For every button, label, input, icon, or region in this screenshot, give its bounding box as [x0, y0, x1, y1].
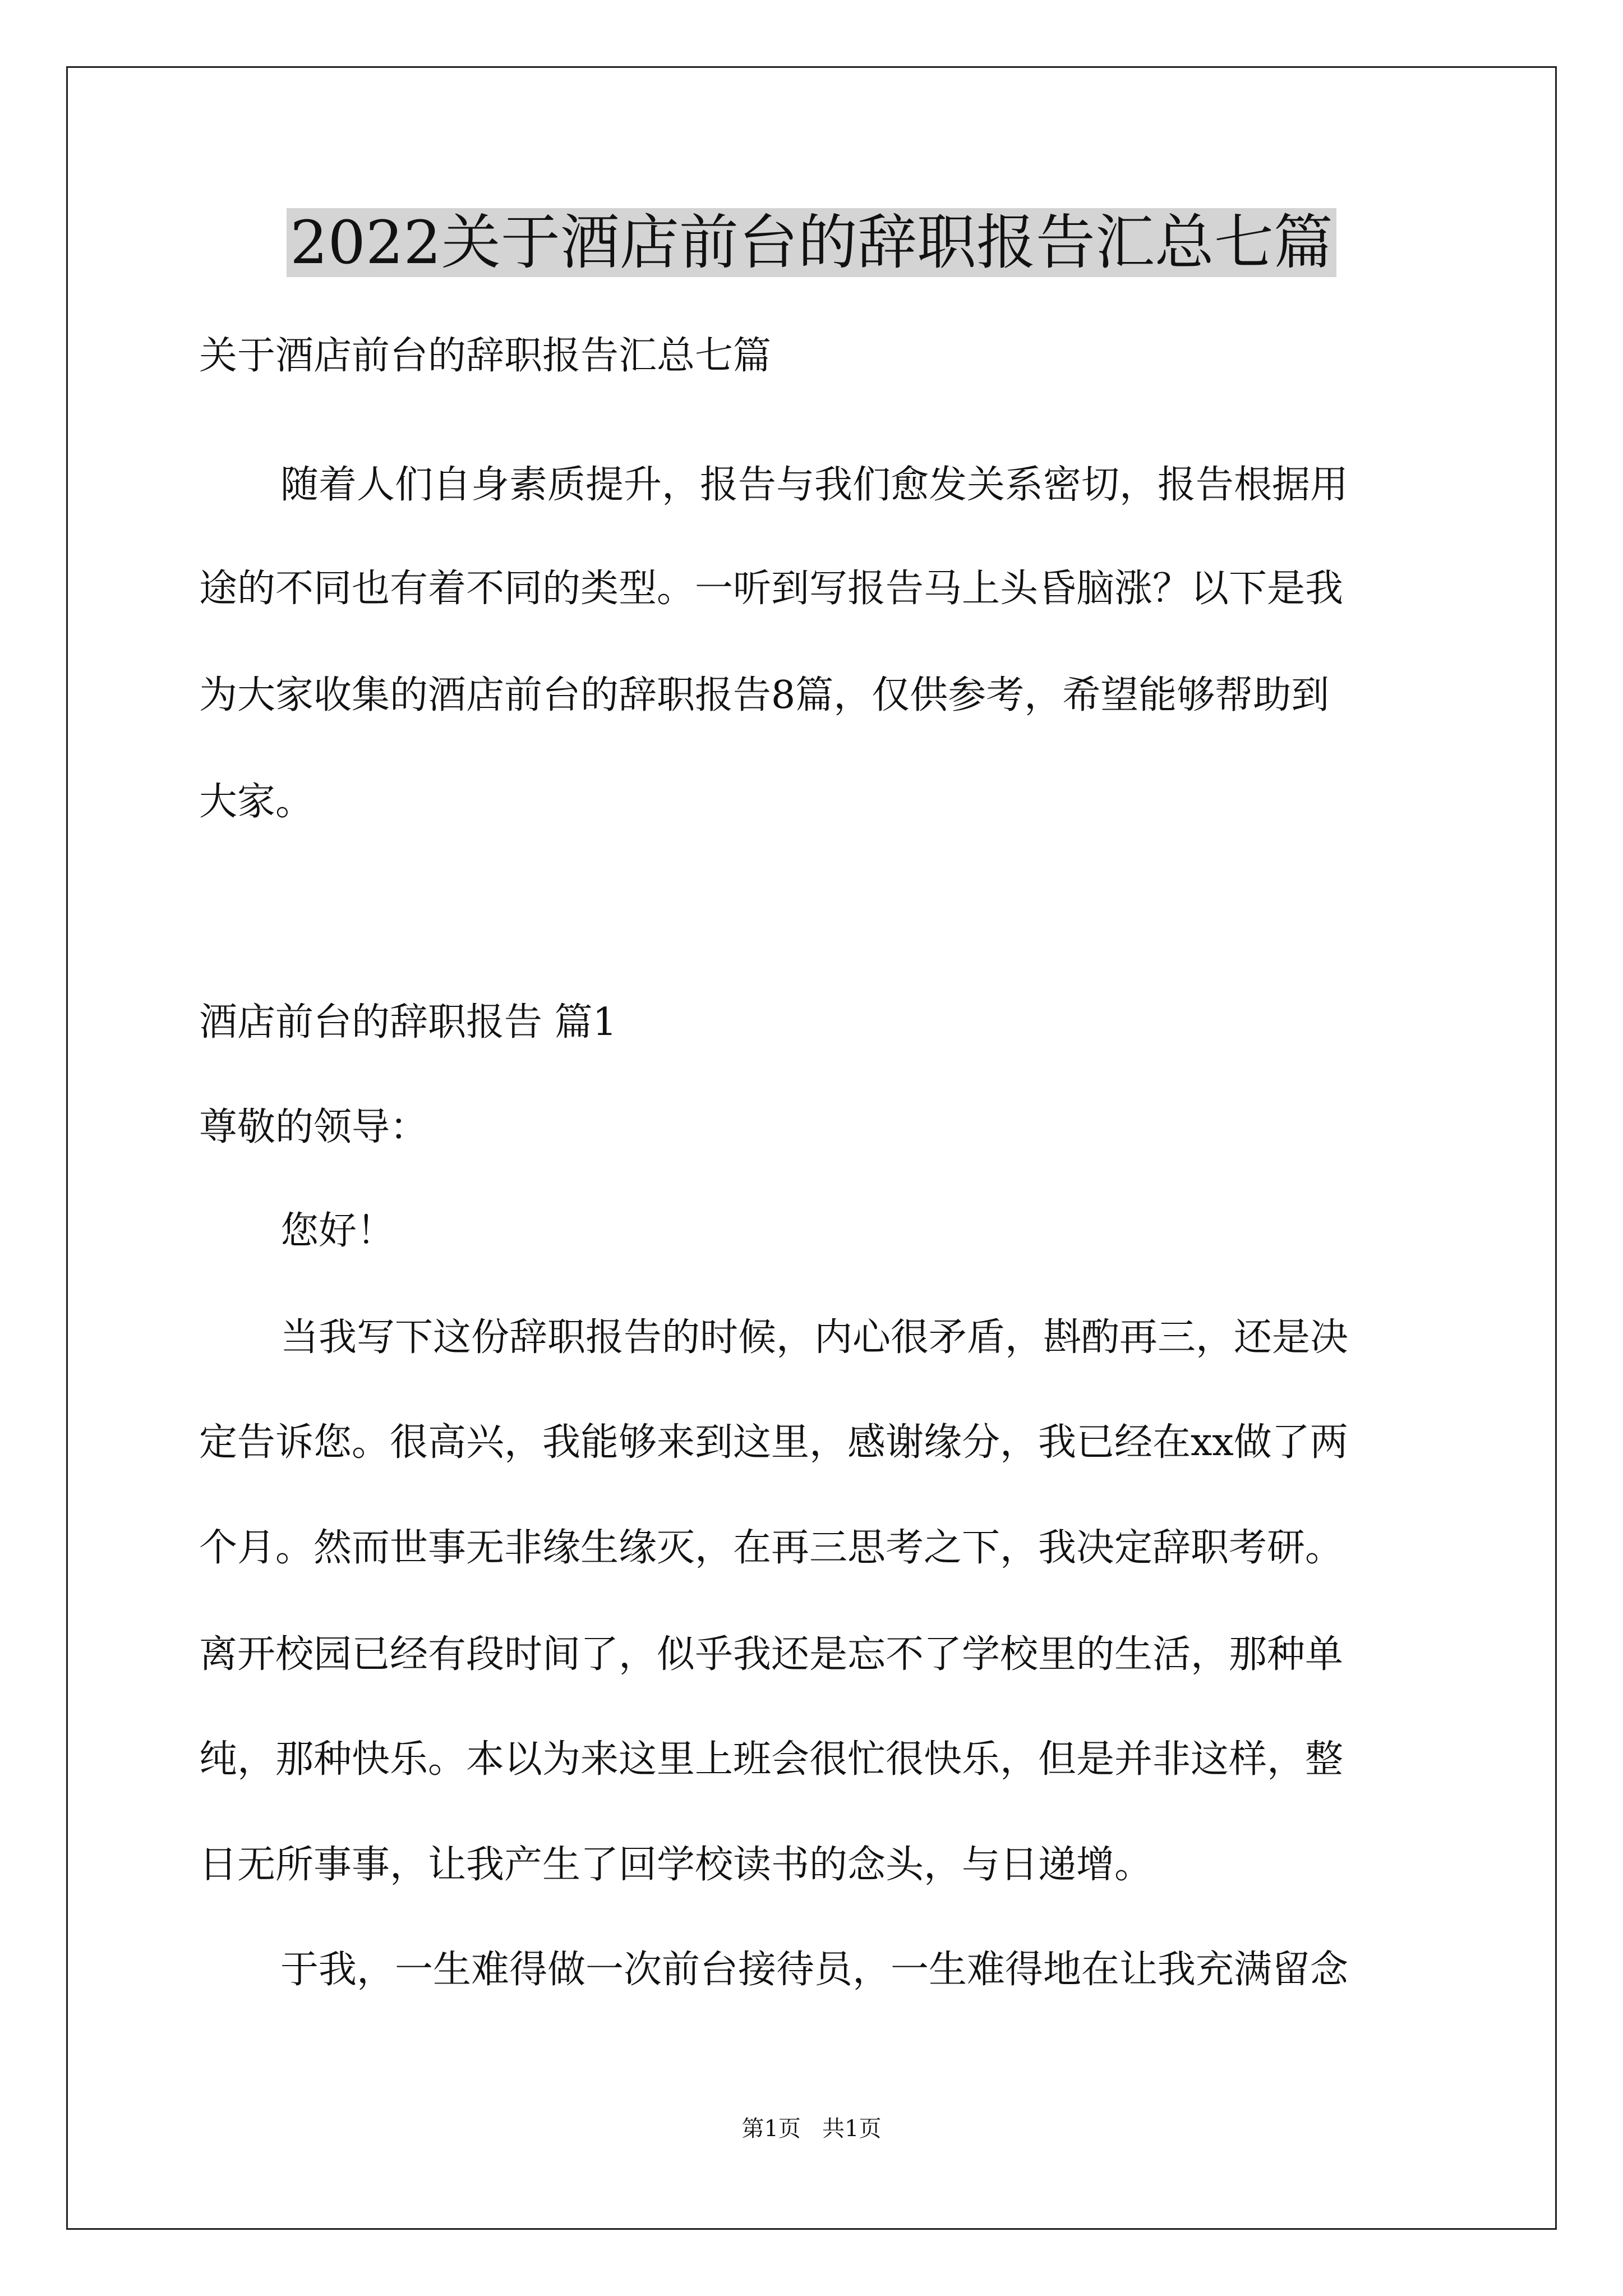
- intro-paragraph-line: 随着人们自身素质提升，报告与我们愈发关系密切，报告根据用: [280, 463, 1349, 507]
- section-heading: 酒店前台的辞职报告 篇1: [199, 1000, 617, 1045]
- page-number-footer: 第1页 共1页: [741, 2116, 882, 2142]
- intro-paragraph-line: 大家。: [199, 780, 314, 824]
- body-paragraph-line: 定告诉您。很高兴，我能够来到这里，感谢缘分，我已经在xx做了两: [199, 1420, 1348, 1465]
- intro-paragraph-line: 为大家收集的酒店前台的辞职报告8篇，仅供参考，希望能够帮助到: [199, 673, 1330, 717]
- body-paragraph-line: 当我写下这份辞职报告的时候，内心很矛盾，斟酌再三，还是决: [280, 1315, 1349, 1360]
- body-paragraph-line: 个月。然而世事无非缘生缘灭，在再三思考之下，我决定辞职考研。: [199, 1526, 1344, 1570]
- greeting: 您好！: [280, 1209, 395, 1253]
- body-paragraph-line: 离开校园已经有段时间了，似乎我还是忘不了学校里的生活，那种单: [199, 1632, 1344, 1677]
- document-title-text: 2022关于酒店前台的辞职报告汇总七篇: [287, 208, 1336, 277]
- body-paragraph-line: 于我，一生难得做一次前台接待员，一生难得地在让我充满留念: [280, 1948, 1349, 1992]
- intro-paragraph-line: 途的不同也有着不同的类型。一听到写报告马上头昏脑涨？以下是我: [199, 567, 1344, 611]
- subtitle-line: 关于酒店前台的辞职报告汇总七篇: [199, 334, 772, 378]
- salutation: 尊敬的领导：: [199, 1105, 428, 1149]
- document-title: [0, 201, 1623, 285]
- body-paragraph-line: 纯，那种快乐。本以为来这里上班会很忙很快乐，但是并非这样，整: [199, 1737, 1344, 1782]
- body-paragraph-line: 日无所事事，让我产生了回学校读书的念头，与日递增。: [199, 1843, 1153, 1887]
